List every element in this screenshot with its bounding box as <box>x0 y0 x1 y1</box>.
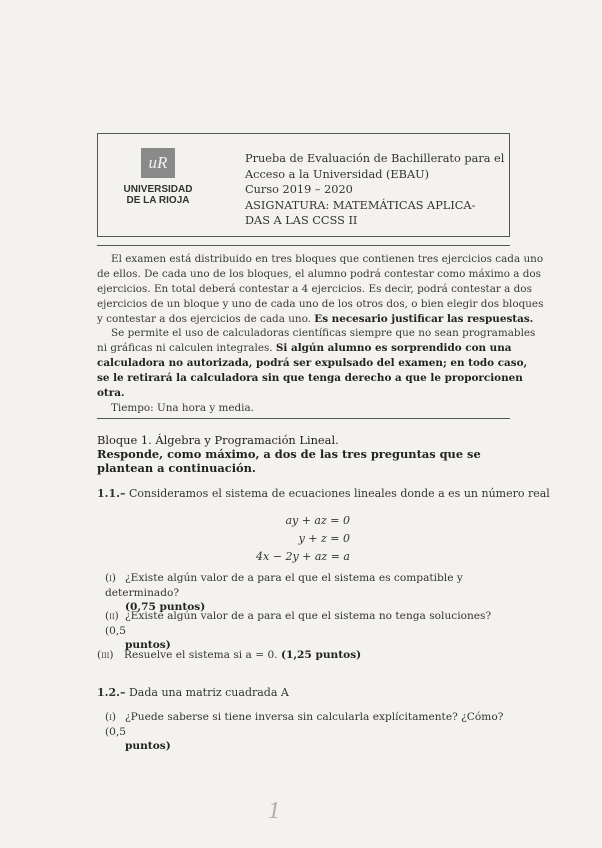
header-box <box>97 133 510 237</box>
exercise-1-1-heading <box>97 487 550 500</box>
university-name-line1: UNIVERSIDAD <box>123 184 193 195</box>
item-text: ¿Puede saberse si tiene inversa sin calcularla explícitamente? ¿Cómo? (0,5 <box>105 711 504 738</box>
equation: y + z = 0 <box>298 532 350 545</box>
equation: ay + az = 0 <box>285 514 350 527</box>
text-line: Se permite el uso de calculadoras científicas siempre que no sean programables <box>111 327 536 339</box>
item-text: ¿Existe algún valor de a para el que el sistema no tenga soluciones? (0,5 <box>105 610 492 637</box>
exercise-number: 1.2.– <box>97 686 126 699</box>
question-item <box>105 609 510 653</box>
exercise-1-2-heading <box>97 686 289 699</box>
text-line: de ellos. De cada uno de los bloques, el alumno podrá contestar como máximo a dos <box>97 268 542 280</box>
equation: 4x − 2y + az = a <box>256 550 350 563</box>
equation-system <box>250 512 350 566</box>
instructions-paragraph-2 <box>97 326 536 416</box>
item-points: (1,25 puntos) <box>280 649 362 661</box>
logo-mark-icon: uR <box>141 148 175 178</box>
header-line: Curso 2019 – 2020 <box>245 183 353 196</box>
item-numeral: (i) <box>105 711 117 723</box>
text-line: y contestar a dos ejercicios de cada uno. <box>97 313 311 325</box>
item-numeral: (ii) <box>105 610 119 622</box>
item-points: (0,75 puntos) <box>125 601 206 613</box>
university-name-line2: DE LA RIOJA <box>126 195 190 206</box>
instructions-paragraph-1 <box>97 252 544 327</box>
item-numeral: (i) <box>105 572 117 584</box>
divider-top <box>97 245 510 246</box>
exercise-statement: Dada una matriz cuadrada A <box>128 686 289 699</box>
exam-header-text <box>245 151 507 229</box>
question-item <box>97 648 502 663</box>
calculator-warning-line: calculadora no autorizada, podrá ser expulsado del examen; en todo caso, <box>97 357 528 369</box>
item-points: puntos) <box>125 740 171 752</box>
question-item <box>105 710 510 754</box>
page-number: 1 <box>268 798 280 824</box>
item-points: puntos) <box>125 639 171 651</box>
block-title: Bloque 1. Álgebra y Programación Lineal. <box>97 433 339 447</box>
exercise-statement: Consideramos el sistema de ecuaciones lineales donde a es un número real <box>128 487 550 500</box>
question-item <box>105 571 510 615</box>
calculator-warning-line: otra. <box>97 387 125 399</box>
text-line: ejercicios. En total deberá contestar a 4 ejercicios. Es decir, podrá contestar a dos <box>97 283 532 295</box>
text-line: ejercicios de un bloque y uno de cada uno de los otros dos, o bien elegir dos bloques <box>97 298 544 310</box>
time-note: Tiempo: Una hora y media. <box>111 402 254 414</box>
divider-bottom <box>97 418 510 419</box>
header-line: ASIGNATURA: MATEMÁTICAS APLICA- <box>245 198 476 212</box>
text-line: El examen está distribuido en tres bloques que contienen tres ejercicios cada uno <box>111 253 544 265</box>
justify-note: Es necesario justificar las respuestas. <box>314 313 534 325</box>
university-logo <box>112 148 204 206</box>
header-line: DAS A LAS CCSS II <box>245 214 358 227</box>
exercise-number: 1.1.– <box>97 487 126 500</box>
text-line: ni gráficas ni calculen integrales. <box>97 342 273 354</box>
header-line: Prueba de Evaluación de Bachillerato para el <box>245 152 505 165</box>
calculator-warning: Si algún alumno es sorprendido con una <box>275 342 512 354</box>
item-numeral: (iii) <box>97 649 114 661</box>
block-subtitle: Responde, como máximo, a dos de las tres preguntas que se plantean a continuación. <box>97 447 481 475</box>
header-line: Acceso a la Universidad (EBAU) <box>245 167 430 181</box>
calculator-warning-line: se le retirará la calculadora sin que tenga derecho a que le proporcionen <box>97 372 523 384</box>
item-text: Resuelve el sistema si a = 0. <box>124 649 278 661</box>
item-text: ¿Existe algún valor de a para el que el sistema es compatible y determinado? <box>105 572 463 599</box>
